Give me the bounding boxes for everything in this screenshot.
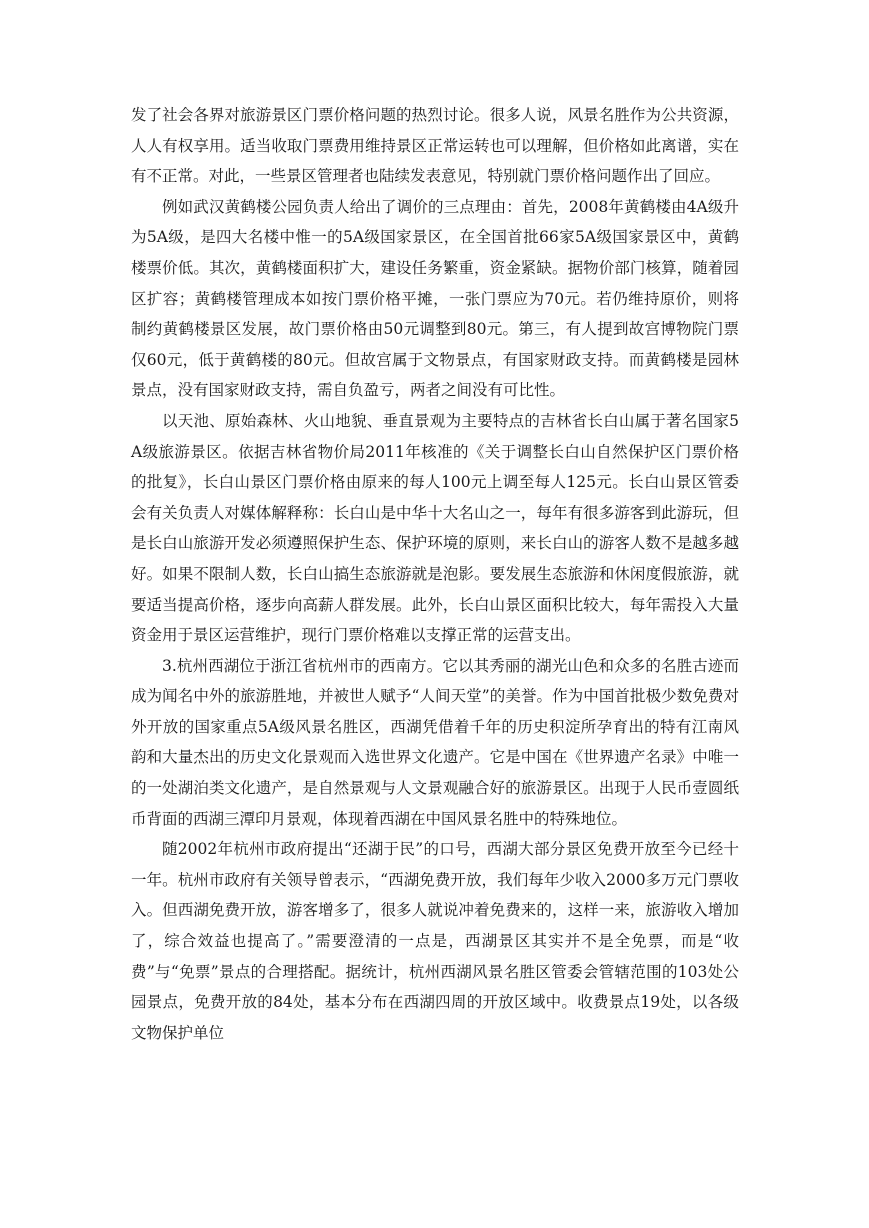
paragraph-west-lake-intro: 3.杭州西湖位于浙江省杭州市的西南方。它以其秀丽的湖光山色和众多的名胜古迹而成为闻名中外的旅游胜地，并被世人赋予“人间天堂”的美誉。作为中国首批极少数免费对外开放的国家重点5A级风景名胜区，西湖凭借着千年的历史积淀所孕育出的特有江南风韵和大量杰出的历史文化景观而入选世界文化遗产。它是中国在《世界遗产名录》中唯一的一处湖泊类文化遗产，是自然景观与人文景观融合好的旅游景区。出现于人民币壹圆纸币背面的西湖三潭印月景观，体现着西湖在中国风景名胜中的特殊地位。 bbox=[131, 656, 739, 828]
paragraph-yellow-crane-tower: 例如武汉黄鹤楼公园负责人给出了调价的三点理由：首先，2008年黄鹤楼由4A级升为5A级，是四大名楼中惟一的5A级国家景区，在全国首批66家5A级国家景区中，黄鹤楼票价低。其次，黄鹤楼面积扩大，建设任务繁重，资金紧缺。据物价部门核算，随着园区扩容；黄鹤楼管理成本如按门票价格平摊，一张门票应为70元。若仍维持原价，则将制约黄鹤楼景区发展，故门票价格由50元调整到80元。第三，有人提到故宫博物院门票仅60元，低于黄鹤楼的80元。但故宫属于文物景点，有国家财政支持。而黄鹤楼是园林景点，没有国家财政支持，需自负盈亏，两者之间没有可比性。 bbox=[131, 197, 739, 400]
body-text bbox=[131, 100, 739, 1048]
paragraph-changbai-mountain: 以天池、原始森林、火山地貌、垂直景观为主要特点的吉林省长白山属于著名国家5A级旅游景区。依据吉林省物价局2011年核准的《关于调整长白山自然保护区门票价格的批复》，长白山景区门票价格由原来的每人100元上调至每人125元。长白山景区管委会有关负责人对媒体解释称：长白山是中华十大名山之一，每年有很多游客到此游玩，但是长白山旅游开发必须遵照保护生态、保护环境的原则，来长白山的游客人数不是越多越好。如果不限制人数，长白山搞生态旅游就是泡影。要发展生态旅游和休闲度假旅游，就要适当提高价格，逐步向高薪人群发展。此外，长白山景区面积比较大，每年需投入大量资金用于景区运营维护，现行门票价格难以支撑正常的运营支出。 bbox=[131, 411, 739, 645]
paragraph-west-lake-free: 随2002年杭州市政府提出“还湖于民”的口号，西湖大部分景区免费开放至今已经十一年。杭州市政府有关领导曾表示，“西湖免费开放，我们每年少收入2000多万元门票收入。但西湖免费开放，游客增多了，很多人就说冲着免费来的，这样一来，旅游收入增加了，综合效益也提高了。”需要澄清的一点是，西湖景区其实并不是全免票，而是“收费”与“免票”景点的合理搭配。据统计，杭州西湖风景名胜区管委会管辖范围的103处公园景点，免费开放的84处，基本分布在西湖四周的开放区域中。收费景点19处，以各级文物保护单位 bbox=[131, 840, 739, 1042]
paragraph-ticket-debate: 发了社会各界对旅游景区门票价格问题的热烈讨论。很多人说，风景名胜作为公共资源，人人有权享用。适当收取门票费用维持景区正常运转也可以理解，但价格如此离谱，实在有不正常。对此，一些景区管理者也陆续发表意见，特别就门票价格问题作出了回应。 bbox=[131, 106, 739, 186]
